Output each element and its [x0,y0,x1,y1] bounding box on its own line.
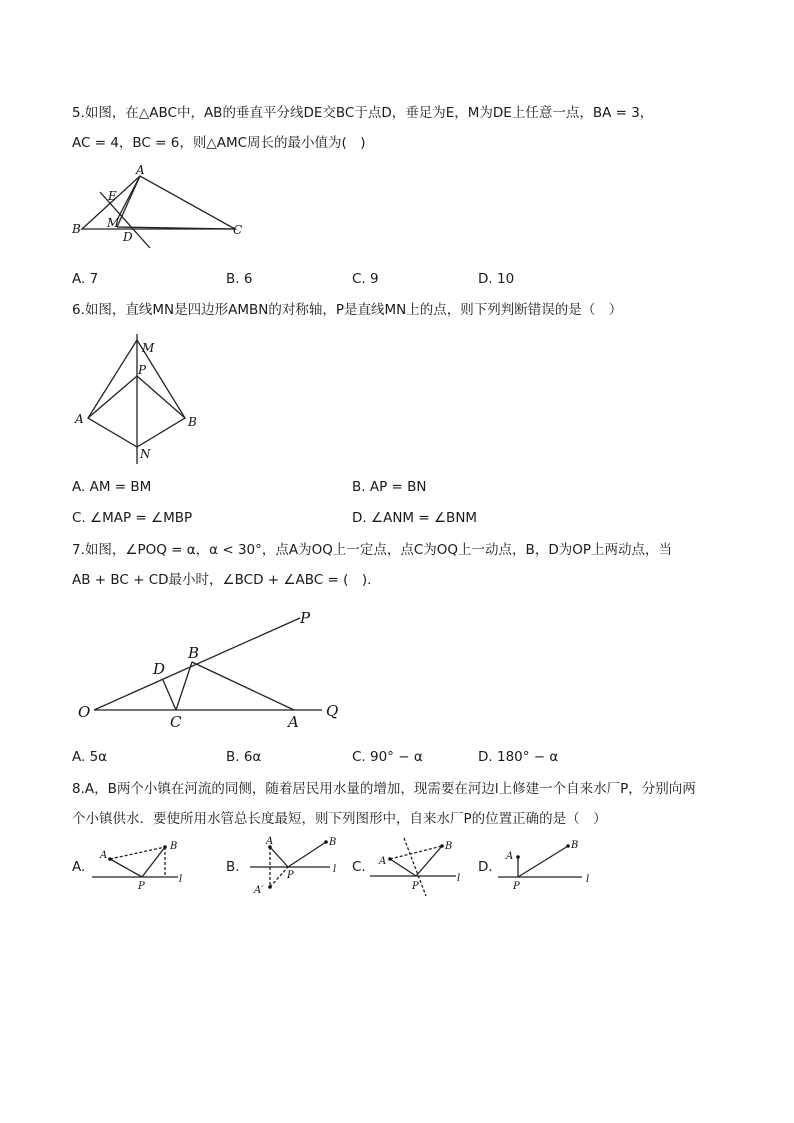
q7-label-b: B [188,644,200,662]
q8b-label-p: P [287,870,294,881]
q7-stem-line2: AB + BC + CD最小时，∠BCD + ∠ABC = ( ). [72,572,372,588]
q7-stem-line1: 7.如图，∠POQ = α，α < 30°，点A为OQ上一定点，点C为OQ上一动点，B，D为OP上两动点，当 [72,542,672,558]
q8-figure-c [368,834,468,898]
q8c-label-l: l [457,873,461,884]
q6-option-d[interactable]: D. ∠ANM = ∠BNM [352,510,478,526]
q8c-label-p: P [412,881,419,892]
q8a-label-a: A [100,850,108,861]
q5-stem-line1: 5.如图，在△ABC中，AB的垂直平分线DE交BC于点D，垂足为E，M为DE上任意一点，BA = 3， [72,105,654,121]
q6-label-n: N [140,447,151,461]
q5-stem-line2: AC = 4，BC = 6，则△AMC周长的最小值为( ) [72,135,366,151]
q6-option-a[interactable]: A. AM = BM [72,479,152,495]
q5-option-a[interactable]: A. 7 [72,271,99,287]
q8-stem-line2: 个小镇供水．要使所用水管总长度最短，则下列图形中，自来水厂P的位置正确的是（ ） [72,811,607,827]
q8c-label-a: A [379,856,387,867]
q6-label-p: P [138,363,147,377]
q8d-label-p: P [513,881,520,892]
q6-option-b[interactable]: B. AP = BN [352,479,427,495]
q8c-label-b: B [445,841,453,852]
q6-option-c[interactable]: C. ∠MAP = ∠MBP [72,510,193,526]
q5-label-b: B [72,222,81,236]
q8a-label-l: l [179,874,183,885]
q7-option-b[interactable]: B. 6α [226,749,262,765]
q6-figure [70,330,210,470]
q7-label-d: D [153,660,166,678]
q8d-label-a: A [506,851,514,862]
q7-option-a[interactable]: A. 5α [72,749,108,765]
q8-option-c[interactable]: C. [352,859,366,875]
q5-option-c[interactable]: C. 9 [352,271,379,287]
q8-option-a[interactable]: A. [72,859,86,875]
q8a-label-p: P [138,881,145,892]
q8-option-d[interactable]: D. [478,859,493,875]
q8b-label-b: B [329,837,337,848]
q5-option-b[interactable]: B. 6 [226,271,253,287]
q8a-label-b: B [170,841,178,852]
q5-label-d: D [123,230,133,244]
q5-label-a: A [136,163,145,177]
q8b-label-a-prime: A′ [254,885,264,896]
q8b-label-a: A [266,836,274,847]
q7-label-o: O [78,703,91,721]
q8b-label-l: l [333,864,337,875]
q8-stem-line1: 8.A，B两个小镇在河流的同侧，随着居民用水量的增加，现需要在河边l上修建一个自来水厂P，分别向两 [72,781,696,797]
q7-figure [74,604,354,734]
q5-option-d[interactable]: D. 10 [478,271,515,287]
q5-label-c: C [233,223,243,237]
q8d-label-b: B [571,840,579,851]
q7-option-c[interactable]: C. 90° − α [352,749,423,765]
q6-stem: 6.如图，直线MN是四边形AMBN的对称轴，P是直线MN上的点，则下列判断错误的是（ ） [72,302,623,318]
q7-label-a: A [288,713,299,731]
q6-label-m: M [142,341,155,355]
q7-label-c: C [170,713,182,731]
q8-figure-a [90,836,190,896]
q5-figure [70,164,260,254]
q5-label-e: E [108,189,117,203]
q7-option-d[interactable]: D. 180° − α [478,749,559,765]
q8-figure-b [248,834,348,898]
q8-figure-d [496,836,596,896]
q7-label-q: Q [326,702,339,720]
q6-label-a: A [75,412,84,426]
q7-label-p: P [300,609,311,627]
q6-label-b: B [188,415,197,429]
q5-label-m: M [107,216,120,230]
q8d-label-l: l [586,874,590,885]
q8-option-b[interactable]: B. [226,859,240,875]
